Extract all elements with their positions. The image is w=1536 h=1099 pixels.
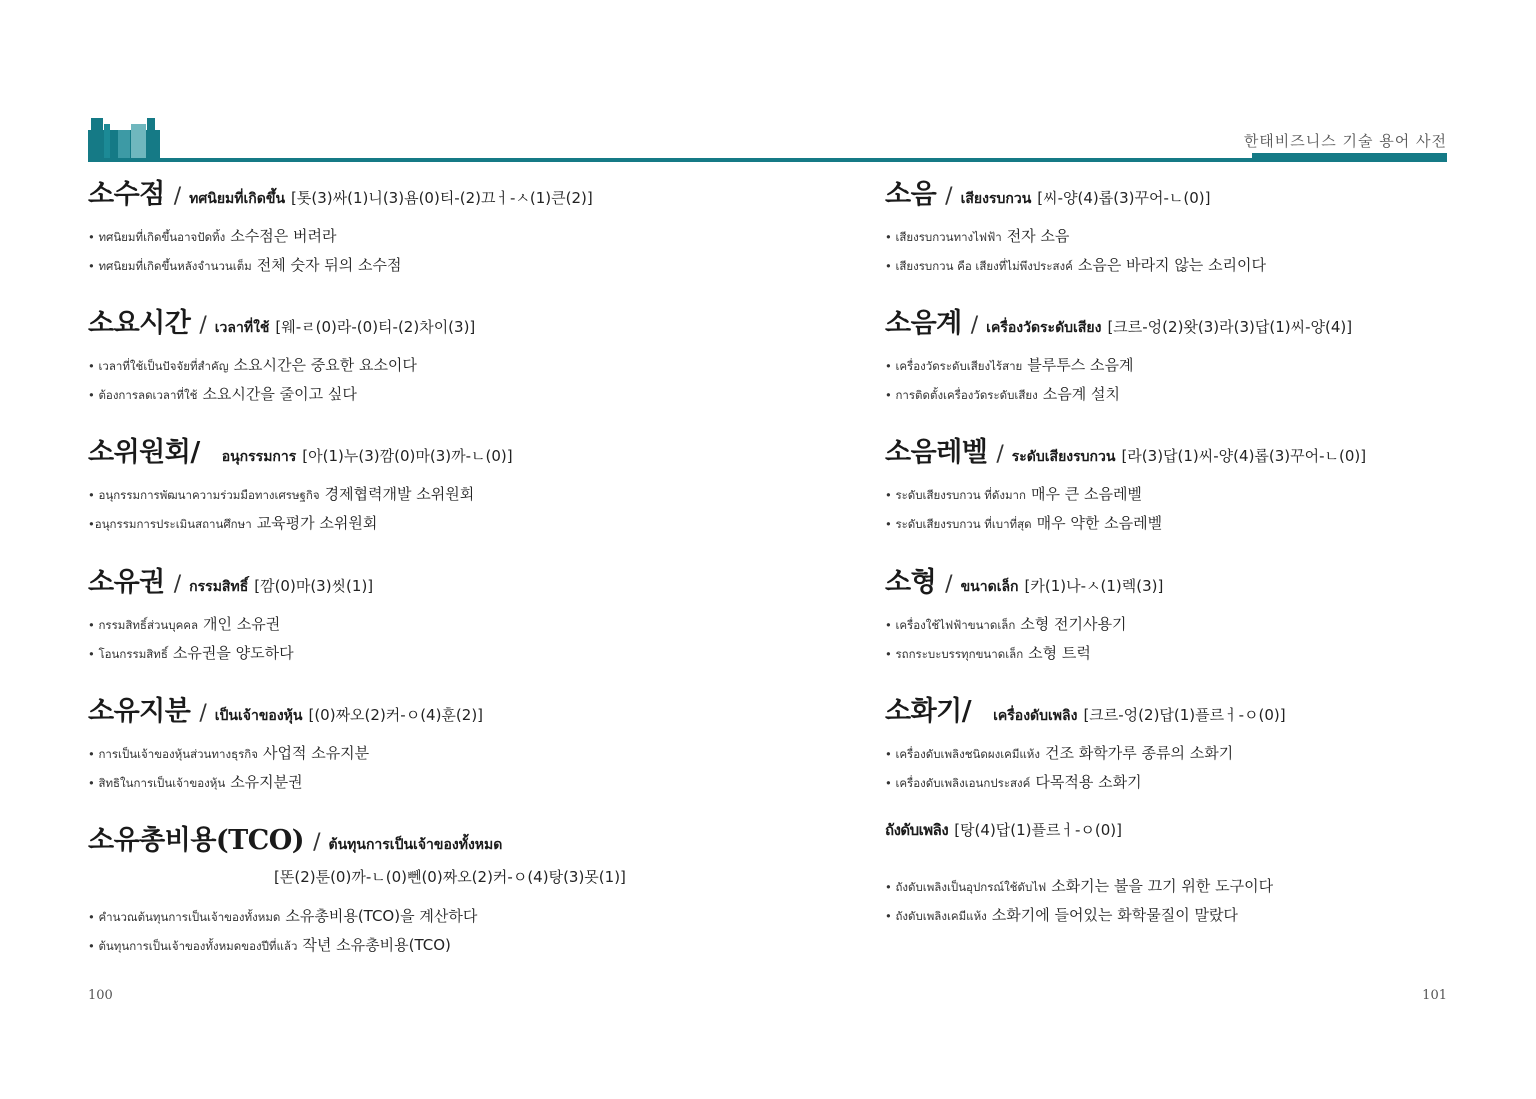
header-rule bbox=[88, 158, 1447, 162]
example-line: • ทศนิยมที่เกิดขึ้นหลังจำนวนเต็ม 전체 숫자 뒤의 소수점 bbox=[88, 256, 402, 274]
example-line: • ถังดับเพลิงเคมีแห้ง 소화기에 들어있는 화학물질이 말랐다 bbox=[885, 906, 1238, 924]
entry-pronunciation: [아(1)누(3)깜(0)마(3)까-ㄴ(0)] bbox=[302, 447, 513, 465]
example-line: •อนุกรรมการประเมินสถานศึกษา 교육평가 소위원회 bbox=[88, 514, 378, 532]
entry: 소음계 / เครื่องวัดระดับเสียง [크르-엉(2)왓(3)라(3)답(1)씨-양(4)] • เครื่องวัดระดับเสียงไร้สาย 블루투스 소음계 • การติดตั้งเครื่องวัดระดับเสียง 소음계 설치 bbox=[885, 301, 1352, 409]
page-number-left: 100 bbox=[88, 988, 113, 1003]
example-line: • ถังดับเพลิงเป็นอุปกรณ์ใช้ดับไฟ 소화기는 불을 끄기 위한 도구이다 bbox=[885, 877, 1274, 895]
entry-term: 소음레벨 bbox=[885, 437, 988, 468]
entry-meaning: กรรมสิทธิ์ bbox=[189, 579, 249, 595]
example-line: • ต้องการลดเวลาที่ใช้ 소요시간을 줄이고 싶다 bbox=[88, 385, 357, 403]
entry-meaning: อนุกรรมการ bbox=[221, 449, 297, 465]
entry-pronunciation: [(0)짜오(2)커-ㅇ(4)훈(2)] bbox=[308, 706, 484, 724]
entry-meaning: ขนาดเล็ก bbox=[960, 579, 1019, 595]
entry-term: 소유권 bbox=[88, 567, 165, 598]
header-rule-accent bbox=[1252, 153, 1447, 162]
entry-meaning: ระดับเสียงรบกวน bbox=[1011, 449, 1116, 465]
entry-meaning: เครื่องวัดระดับเสียง bbox=[986, 320, 1102, 336]
entry-pronunciation: [카(1)나-ㅅ(1)렉(3)] bbox=[1024, 577, 1164, 595]
example-line: • ระดับเสียงรบกวน ที่ดังมาก 매우 큰 소음레벨 bbox=[885, 485, 1142, 503]
entry: 소음 / เสียงรบกวน [씨-양(4)롭(3)꾸어-ㄴ(0)] • เสียงรบกวนทางไฟฟ้า 전자 소음 • เสียงรบกวน คือ เสียงที่ไม่พึงประสงค์ 소음은 바라지 않는 소리이다 bbox=[885, 172, 1266, 280]
entry: 소수점 / ทศนิยมที่เกิดขึ้น [톳(3)싸(1)니(3)욤(0)티-(2)끄ㅓ-ㅅ(1)큰(2)] • ทศนิยมที่เกิดขึ้นอาจปัดทิ้ง 소수점은 버려라 • ทศนิยมที่เกิดขึ้นหลังจำนวนเต็ม 전체 숫자 뒤의 소수점 bbox=[88, 172, 593, 280]
example-line: • คำนวณต้นทุนการเป็นเจ้าของทั้งหมด 소유총비용(TCO)을 계산하다 bbox=[88, 907, 478, 925]
example-line: • อนุกรรมการพัฒนาความร่วมมือทางเศรษฐกิจ 경제협력개발 소위원회 bbox=[88, 485, 475, 503]
example-line: • เครื่องดับเพลิงเอนกประสงค์ 다목적용 소화기 bbox=[885, 773, 1142, 791]
entry-pronunciation: [크르-엉(2)답(1)플르ㅓ-ㅇ(0)] bbox=[1083, 706, 1286, 724]
header-logo bbox=[88, 118, 160, 162]
entry-meaning: ต้นทุนการเป็นเจ้าของทั้งหมด bbox=[328, 837, 503, 853]
entry bbox=[885, 689, 1286, 797]
entry-pronunciation: [깜(0)마(3)씻(1)] bbox=[254, 577, 374, 595]
example-line: • เครื่องใช้ไฟฟ้าขนาดเล็ก 소형 전기사용기 bbox=[885, 615, 1127, 633]
entry: 소음레벨 / ระดับเสียงรบกวน [라(3)답(1)씨-양(4)롭(3)꾸어-ㄴ(0)] • ระดับเสียงรบกวน ที่ดังมาก 매우 큰 소음레벨 • ระดับเสียงรบกวน ที่เบาที่สุด 매우 약한 소음레벨 bbox=[885, 430, 1366, 538]
entry-term: 소형 bbox=[885, 567, 937, 598]
entry-term: 소음계 bbox=[885, 308, 962, 339]
entry-pronunciation: [씨-양(4)롭(3)꾸어-ㄴ(0)] bbox=[1037, 189, 1211, 207]
entry-pronunciation: [탕(4)답(1)플르ㅓ-ㅇ(0)] bbox=[954, 821, 1123, 839]
entry-meaning: เวลาที่ใช้ bbox=[214, 320, 270, 336]
header-title: 한태비즈니스 기술 용어 사전 bbox=[1243, 132, 1447, 150]
example-line: • เวลาที่ใช้เป็นปัจจัยที่สำคัญ 소요시간은 중요한 요소이다 bbox=[88, 356, 417, 374]
entry-meaning: ทศนิยมที่เกิดขึ้น bbox=[189, 191, 286, 207]
entry: 소유권 / กรรมสิทธิ์ [깜(0)마(3)씻(1)] • กรรมสิทธิ์ส่วนบุคคล 개인 소유권 • โอนกรรมสิทธิ์ 소유권을 양도하다 bbox=[88, 560, 373, 668]
entry: 소유총비용(TCO) / ต้นทุนการเป็นเจ้าของทั้งหมด [똔(2)툰(0)까-ㄴ(0)뻰(0)짜오(2)커-ㅇ(4)탕(3)못(1)] • คำนวณต้นทุนการเป็นเจ้าของทั้งหมด 소유총비용(TCO)을 계산하다 • ต้นทุนการเป็นเจ้าของทั้งหมดของปีที่แล้ว 작년 소유총비용(TCO) bbox=[88, 818, 626, 960]
example-line: • เสียงรบกวนทางไฟฟ้า 전자 소음 bbox=[885, 227, 1070, 245]
example-line: • เครื่องวัดระดับเสียงไร้สาย 블루투스 소음계 bbox=[885, 356, 1134, 374]
entry: 소유지분 / เป็นเจ้าของหุ้น [(0)짜오(2)커-ㅇ(4)훈(2)] • การเป็นเจ้าของหุ้นส่วนทางธุรกิจ 사업적 소유지분 • สิทธิในการเป็นเจ้าของหุ้น 소유지분권 bbox=[88, 689, 483, 797]
example-line: • ทศนิยมที่เกิดขึ้นอาจปัดทิ้ง 소수점은 버려라 bbox=[88, 227, 337, 245]
entry-meaning: เสียงรบกวน bbox=[960, 191, 1032, 207]
entry-term: 소화기/ bbox=[885, 696, 972, 727]
entry-pronunciation: [크르-엉(2)왓(3)라(3)답(1)씨-양(4)] bbox=[1107, 318, 1353, 336]
entry-term: 소위원회/ bbox=[88, 437, 200, 468]
entry-pronunciation: [웨-ㄹ(0)라-(0)티-(2)차이(3)] bbox=[275, 318, 476, 336]
entry-term: 소음 bbox=[885, 179, 937, 210]
entry: 소요시간 / เวลาที่ใช้ [웨-ㄹ(0)라-(0)티-(2)차이(3)] • เวลาที่ใช้เป็นปัจจัยที่สำคัญ 소요시간은 중요한 요소이다 • ต้องการลดเวลาที่ใช้ 소요시간을 줄이고 싶다 bbox=[88, 301, 475, 409]
entry: 소형 / ขนาดเล็ก [카(1)나-ㅅ(1)렉(3)] • เครื่องใช้ไฟฟ้าขนาดเล็ก 소형 전기사용기 • รถกระบะบรรทุกขนาดเล็ก 소형 트럭 bbox=[885, 560, 1163, 668]
entry-term: ถังดับเพลิง bbox=[885, 821, 949, 839]
entry-pronunciation: [똔(2)툰(0)까-ㄴ(0)뻰(0)짜오(2)커-ㅇ(4)탕(3)못(1)] bbox=[274, 868, 626, 886]
entry-term: 소유지분 bbox=[88, 696, 191, 727]
example-line: • การติดตั้งเครื่องวัดระดับเสียง 소음계 설치 bbox=[885, 385, 1120, 403]
example-line: • ระดับเสียงรบกวน ที่เบาที่สุด 매우 약한 소음레벨 bbox=[885, 514, 1163, 532]
entry-pronunciation: [라(3)답(1)씨-양(4)롭(3)꾸어-ㄴ(0)] bbox=[1121, 447, 1367, 465]
entry-meaning: เครื่องดับเพลิง bbox=[993, 708, 1078, 724]
example-line: • เสียงรบกวน คือ เสียงที่ไม่พึงประสงค์ 소음은 바라지 않는 소리이다 bbox=[885, 256, 1267, 274]
example-line: • โอนกรรมสิทธิ์ 소유권을 양도하다 bbox=[88, 644, 294, 662]
entry-meaning: เป็นเจ้าของหุ้น bbox=[214, 708, 303, 724]
page-number-right: 101 bbox=[1422, 988, 1447, 1003]
example-line: • สิทธิในการเป็นเจ้าของหุ้น 소유지분권 bbox=[88, 773, 303, 791]
entry-term: 소유총비용(TCO) bbox=[88, 825, 305, 856]
entry bbox=[885, 818, 1273, 930]
entry-pronunciation: [톳(3)싸(1)니(3)욤(0)티-(2)끄ㅓ-ㅅ(1)큰(2)] bbox=[291, 189, 593, 207]
entry-term: 소수점 bbox=[88, 179, 165, 210]
example-line: • เครื่องดับเพลิงชนิดผงเคมีแห้ง 건조 화학가루 종류의 소화기 bbox=[885, 744, 1234, 762]
example-line: • การเป็นเจ้าของหุ้นส่วนทางธุรกิจ 사업적 소유지분 bbox=[88, 744, 370, 762]
entry bbox=[88, 430, 513, 538]
entry-term: 소요시간 bbox=[88, 308, 191, 339]
example-line: • รถกระบะบรรทุกขนาดเล็ก 소형 트럭 bbox=[885, 644, 1091, 662]
example-line: • กรรมสิทธิ์ส่วนบุคคล 개인 소유권 bbox=[88, 615, 281, 633]
example-line: • ต้นทุนการเป็นเจ้าของทั้งหมดของปีที่แล้ว 작년 소유총비용(TCO) bbox=[88, 936, 451, 954]
